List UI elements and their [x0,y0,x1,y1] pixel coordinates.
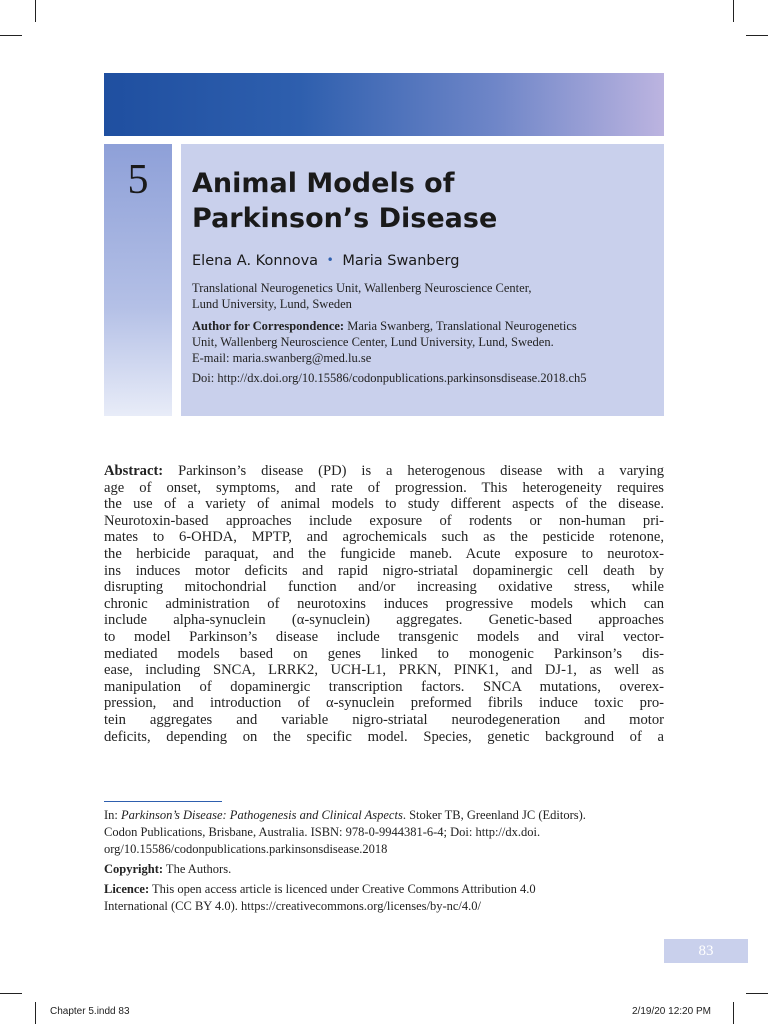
crop-mark [733,1002,734,1024]
chapter-number: 5 [127,157,149,203]
abstract-text: mates to 6-OHDA, MPTP, and agrochemicals such as the pesticide rotenone, [104,529,664,546]
abstract-line [104,729,664,746]
abstract-text: ease, including SNCA, LRRK2, UCH-L1, PRKN, PINK1, and DJ-1, as well as [104,662,664,679]
copyright-label: Copyright: [104,862,164,876]
abstract-text: manipulation of dopaminergic transcription factors. SNCA mutations, overex- [104,678,664,695]
correspondence-text: Maria Swanberg, Translational Neurogenetics [344,319,577,333]
abstract-text: disrupting mitochondrial function and/or increasing oxidative stress, while [104,579,664,596]
citation-line: Codon Publications, Brisbane, Australia. ISBN: 978-0-9944381-6-4; Doi: http://dx.doi. [104,825,541,839]
chapter-title [192,166,652,236]
licence-line[interactable]: International (CC BY 4.0). https://creativecommons.org/licenses/by-nc/4.0/ [104,899,482,913]
abstract-line [104,629,664,646]
abstract-label: Abstract: [104,463,164,479]
crop-mark [35,1002,36,1024]
crop-mark [733,0,734,22]
author-separator: • [326,253,334,267]
abstract-text: include alpha-synuclein (α-synuclein) aggregates. Genetic-based approaches [104,612,664,629]
copyright-line [104,861,664,878]
abstract-line [104,463,664,480]
abstract-text: the use of a variety of animal models to study different aspects of the disease. [104,496,664,513]
citation-prefix: In: [104,808,122,822]
abstract-line [104,546,664,563]
abstract-line [104,579,664,596]
correspondence-email: E-mail: maria.swanberg@med.lu.se [192,351,372,365]
correspondence [192,318,652,366]
abstract-line [104,563,664,580]
licence-line [104,881,664,898]
abstract-text: chronic administration of neurotoxins induces progressive models which can [104,595,664,612]
abstract-line [104,612,664,629]
header-banner [104,73,664,136]
correspondence-line [192,318,652,334]
affiliation-line: Translational Neurogenetics Unit, Wallenberg Neuroscience Center, [192,281,532,295]
abstract-text: mediated models based on genes linked to monogenic Parkinson’s dis- [104,645,664,662]
author-name: Elena A. Konnova [192,253,319,269]
author-list [192,253,459,269]
abstract-line [104,679,664,696]
abstract-line [104,529,664,546]
crop-mark [0,35,22,36]
abstract [104,463,664,745]
footnote-rule [104,801,222,802]
correspondence-label: Author for Correspondence: [192,319,345,333]
abstract-line [104,480,664,497]
slug-file: Chapter 5.indd 83 [50,1006,130,1017]
author-name: Maria Swanberg [342,253,460,269]
abstract-line [104,662,664,679]
chapter-doi [192,370,652,386]
affiliation-line: Lund University, Lund, Sweden [192,297,352,311]
abstract-text: tein aggregates and variable nigro-striatal neurodegeneration and motor [104,711,664,728]
copyright-text: The Authors. [163,862,232,876]
abstract-text: the herbicide paraquat, and the fungicide maneb. Acute exposure to neurotox- [104,545,664,562]
abstract-text: pression, and introduction of α-synuclein preformed fibrils induce toxic pro- [104,695,664,712]
citation-footnote [104,807,664,858]
abstract-line [104,513,664,530]
doi-link[interactable]: Doi: http://dx.doi.org/10.15586/codonpublications.parkinsonsdisease.2018.ch5 [192,371,587,385]
affiliation [192,280,652,312]
chapter-title-line: Parkinson’s Disease [192,203,498,234]
crop-mark [746,35,768,36]
abstract-text: deficits, depending on the specific model. Species, genetic background of a [104,728,664,745]
citation-line [104,807,664,824]
abstract-line [104,496,664,513]
abstract-text: Parkinson’s disease (PD) is a heterogenous disease with a varying [163,463,664,479]
crop-mark [35,0,36,22]
licence [104,881,664,915]
abstract-line [104,712,664,729]
copyright [104,861,664,878]
citation-line: org/10.15586/codonpublications.parkinsonsdisease.2018 [104,842,388,856]
abstract-text: age of onset, symptoms, and rate of progression. This heterogeneity requires [104,479,664,496]
abstract-line [104,646,664,663]
correspondence-line: Unit, Wallenberg Neuroscience Center, Lund University, Lund, Sweden. [192,335,554,349]
slug-date: 2/19/20 12:20 PM [632,1006,711,1017]
abstract-text: ins induces motor deficits and rapid nigro-striatal dopaminergic cell death by [104,562,664,579]
abstract-text: to model Parkinson’s disease include transgenic models and viral vector- [104,628,664,645]
licence-text: This open access article is licenced under Creative Commons Attribution 4.0 [149,882,536,896]
crop-mark [746,993,768,994]
citation-editors: . Stoker TB, Greenland JC (Editors). [402,808,586,822]
abstract-text: Neurotoxin-based approaches include exposure of rodents or non-human pri- [104,512,664,529]
abstract-line [104,695,664,712]
chapter-title-line: Animal Models of [192,168,455,199]
book-title: Parkinson’s Disease: Pathogenesis and Clinical Aspects [121,808,403,822]
abstract-line [104,596,664,613]
licence-label: Licence: [104,882,150,896]
page-number: 83 [664,939,748,963]
crop-mark [0,993,22,994]
